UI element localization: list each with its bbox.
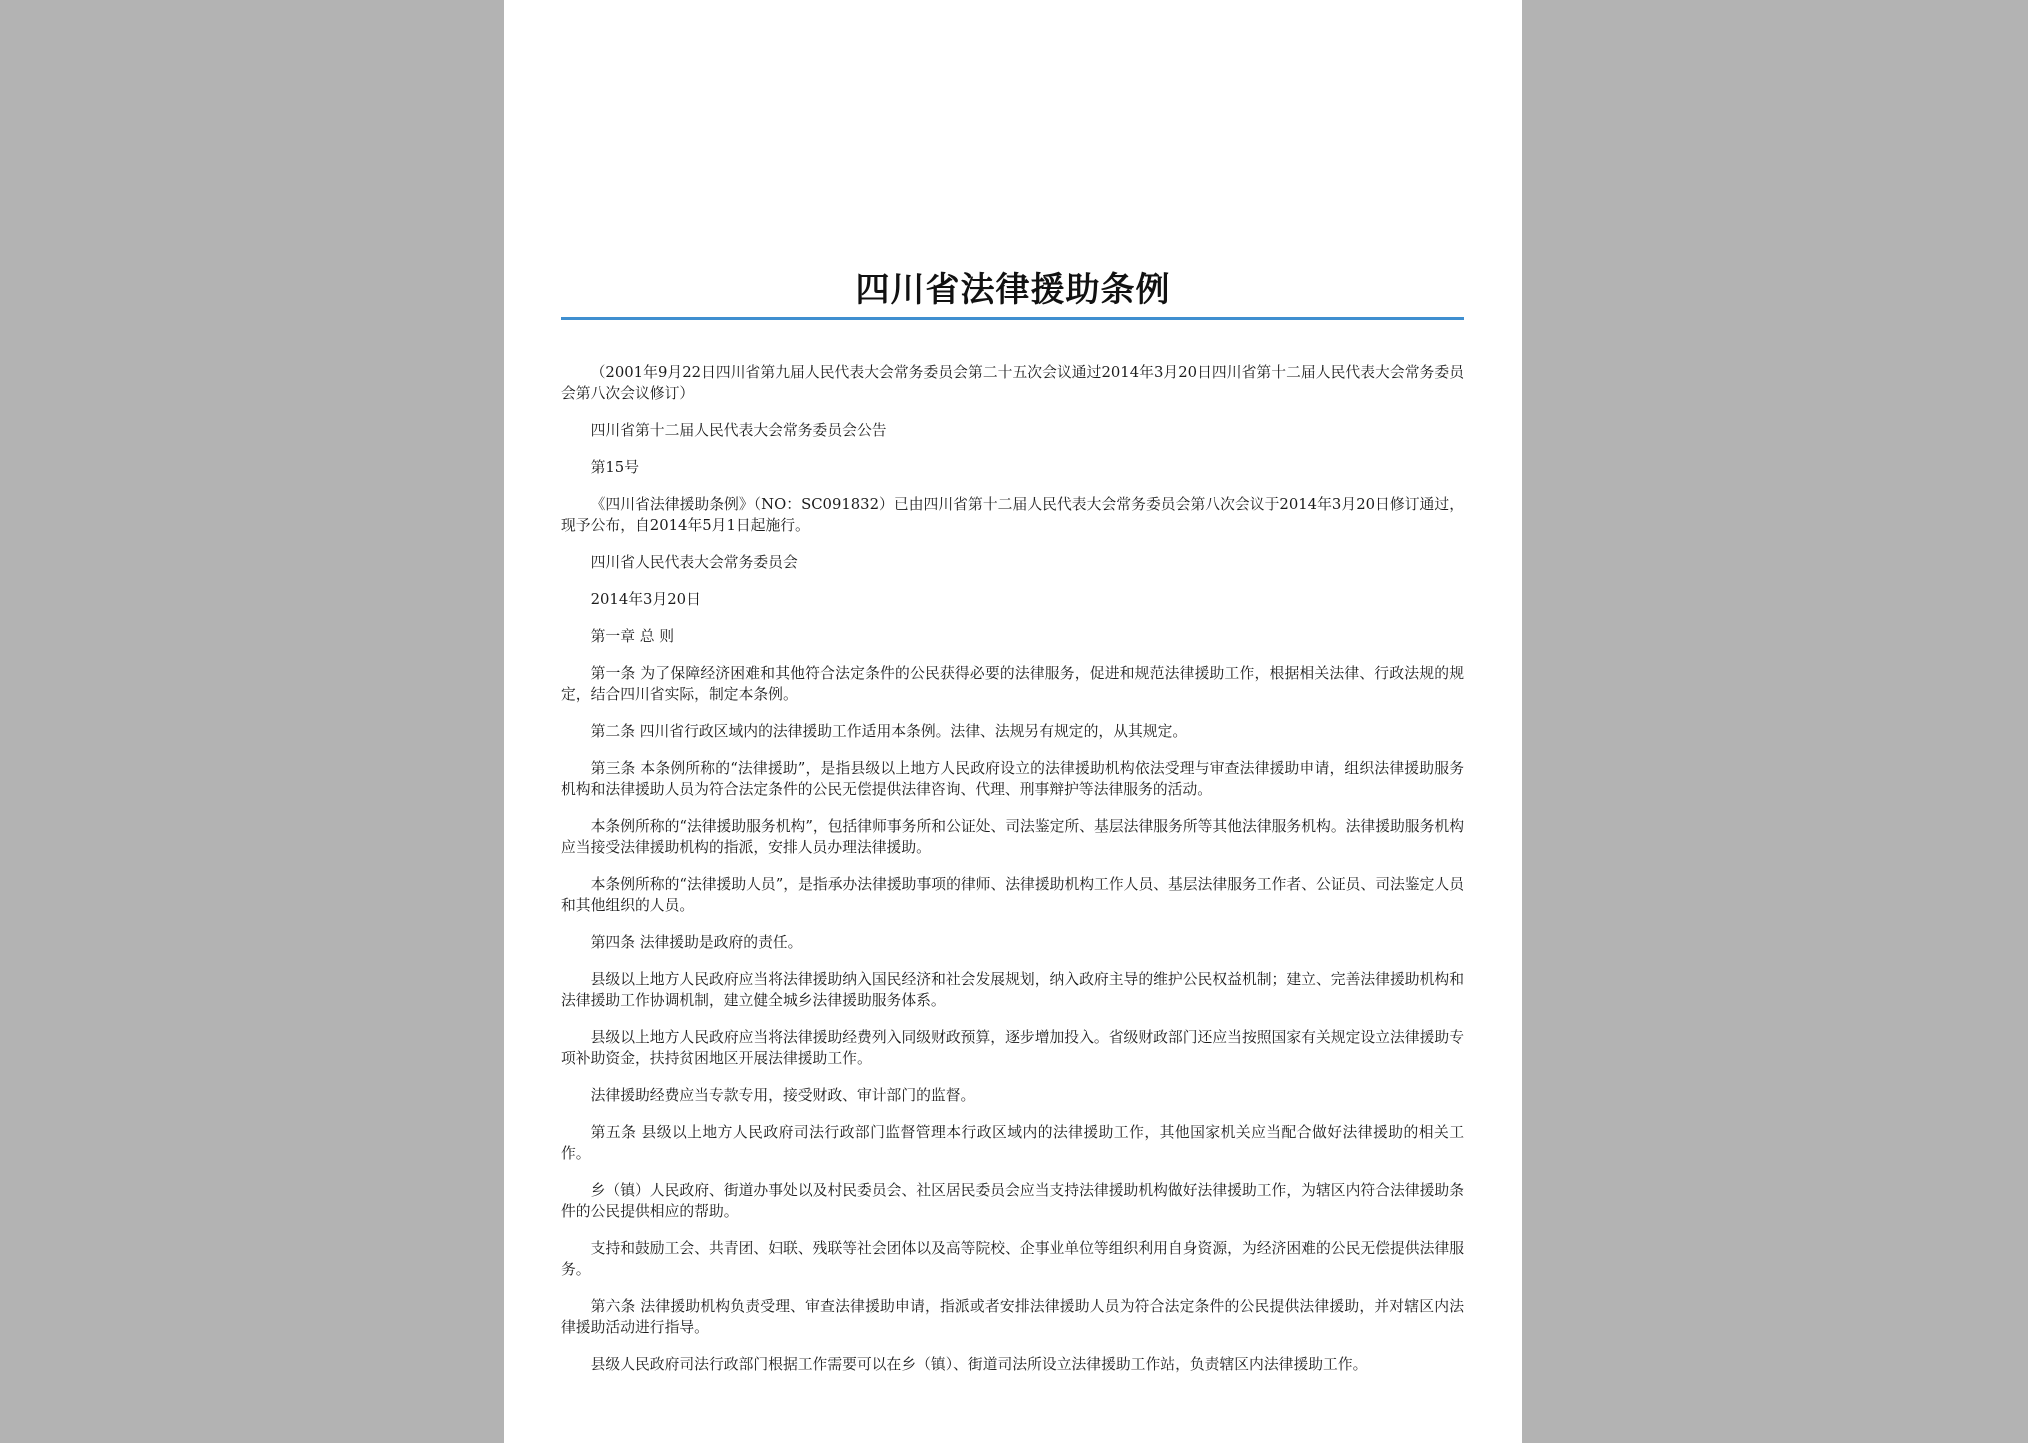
article-paragraph: 本条例所称的“法律援助人员”，是指承办法律援助事项的律师、法律援助机构工作人员、基层法律服务工作者、公证员、司法鉴定人员和其他组织的人员。 xyxy=(561,876,1464,914)
title-divider xyxy=(561,317,1464,320)
paragraph-issue-date: 2014年3月20日 xyxy=(590,591,701,608)
paragraph-announcement-text: 《四川省法律援助条例》（NO：SC091832）已由四川省第十二届人民代表大会常务委员会第八次会议于2014年3月20日修订通过，现予公布，自2014年5月1日起施行。 xyxy=(561,496,1464,534)
article-paragraph: 本条例所称的“法律援助服务机构”，包括律师事务所和公证处、司法鉴定所、基层法律服务所等其他法律服务机构。法律援助服务机构应当接受法律援助机构的指派，安排人员办理法律援助。 xyxy=(561,818,1464,856)
article-paragraph: 第一条 为了保障经济困难和其他符合法定条件的公民获得必要的法律服务，促进和规范法律援助工作，根据相关法律、行政法规的规定，结合四川省实际，制定本条例。 xyxy=(561,665,1464,703)
article-paragraph: 第三条 本条例所称的“法律援助”，是指县级以上地方人民政府设立的法律援助机构依法受理与审查法律援助申请，组织法律援助服务机构和法律援助人员为符合法定条件的公民无偿提供法律咨询、代理、刑事辩护等法律服务的活动。 xyxy=(561,760,1464,798)
article-paragraph: 第六条 法律援助机构负责受理、审查法律援助申请，指派或者安排法律援助人员为符合法定条件的公民提供法律援助，并对辖区内法律援助活动进行指导。 xyxy=(561,1298,1464,1336)
paragraph-announcement-heading: 四川省第十二届人民代表大会常务委员会公告 xyxy=(590,422,887,439)
article-paragraph: 第二条 四川省行政区域内的法律援助工作适用本条例。法律、法规另有规定的，从其规定。 xyxy=(590,723,1188,740)
paragraph-adoption-note: （2001年9月22日四川省第九届人民代表大会常务委员会第二十五次会议通过2014年3月20日四川省第十二届人民代表大会常务委员会第八次会议修订） xyxy=(561,364,1464,402)
article-paragraph: 第四条 法律援助是政府的责任。 xyxy=(590,934,803,951)
chapter-heading: 第一章 总 则 xyxy=(590,628,674,645)
article-paragraph: 第五条 县级以上地方人民政府司法行政部门监督管理本行政区域内的法律援助工作，其他国家机关应当配合做好法律援助的相关工作。 xyxy=(561,1124,1464,1162)
document-title: 四川省法律援助条例 xyxy=(855,270,1171,310)
paragraph-issuer: 四川省人民代表大会常务委员会 xyxy=(590,554,798,571)
article-paragraph: 法律援助经费应当专款专用，接受财政、审计部门的监督。 xyxy=(590,1087,976,1104)
article-paragraph: 县级人民政府司法行政部门根据工作需要可以在乡（镇）、街道司法所设立法律援助工作站，负责辖区内法律援助工作。 xyxy=(590,1356,1368,1373)
article-paragraph: 县级以上地方人民政府应当将法律援助经费列入同级财政预算，逐步增加投入。省级财政部门还应当按照国家有关规定设立法律援助专项补助资金，扶持贫困地区开展法律援助工作。 xyxy=(561,1029,1464,1067)
paragraph-announcement-number: 第15号 xyxy=(590,459,640,476)
article-paragraph: 县级以上地方人民政府应当将法律援助纳入国民经济和社会发展规划，纳入政府主导的维护公民权益机制；建立、完善法律援助机构和法律援助工作协调机制，建立健全城乡法律援助服务体系。 xyxy=(561,971,1464,1009)
article-paragraph: 乡（镇）人民政府、街道办事处以及村民委员会、社区居民委员会应当支持法律援助机构做好法律援助工作，为辖区内符合法律援助条件的公民提供相应的帮助。 xyxy=(561,1182,1464,1220)
article-paragraph: 支持和鼓励工会、共青团、妇联、残联等社会团体以及高等院校、企事业单位等组织利用自身资源，为经济困难的公民无偿提供法律服务。 xyxy=(561,1240,1464,1278)
document-page xyxy=(504,0,1522,1443)
document-body xyxy=(561,362,1464,1391)
